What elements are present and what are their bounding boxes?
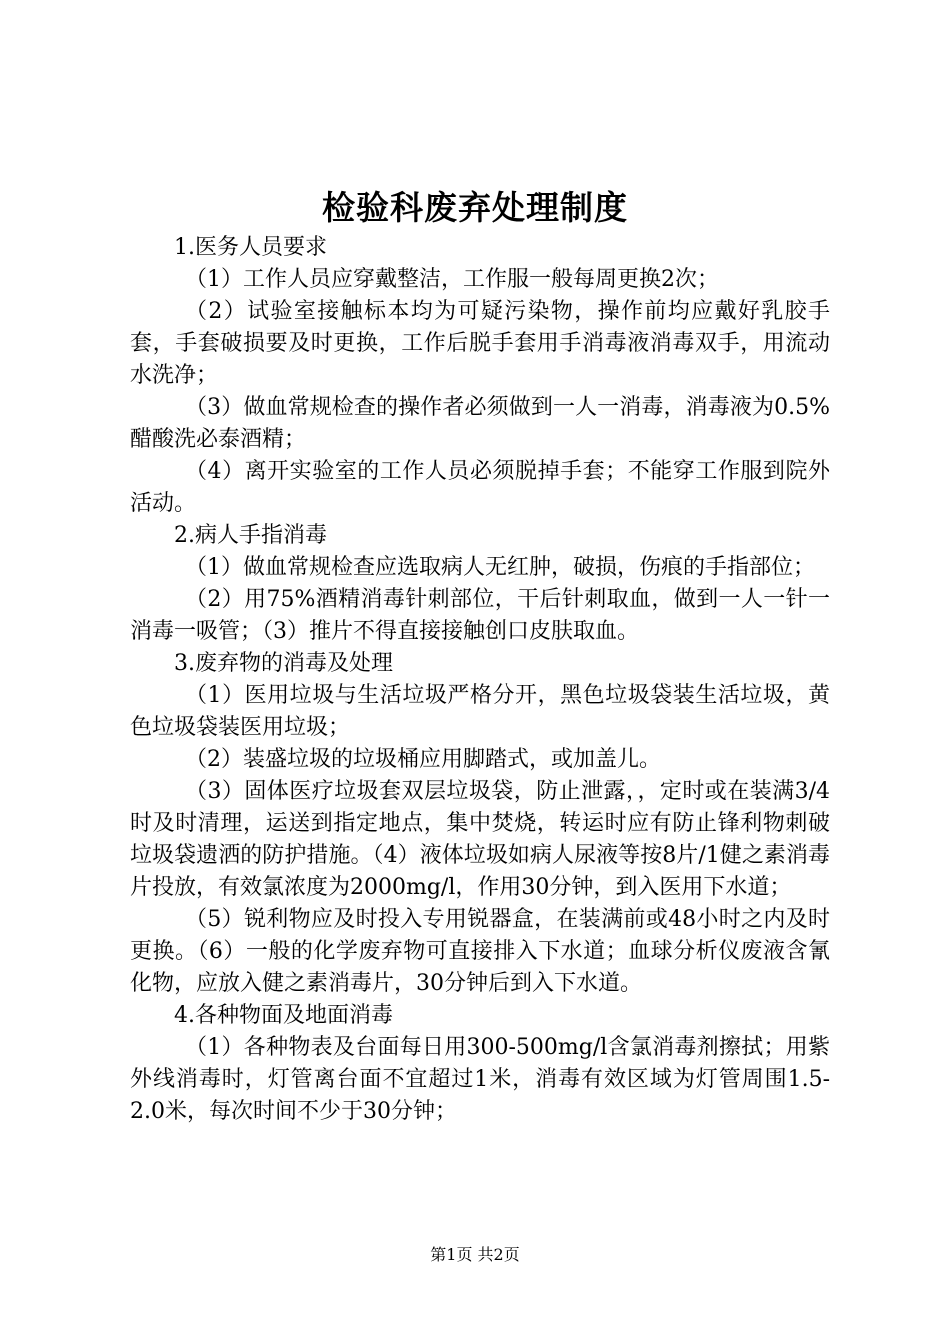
- section-heading: 1.医务人员要求: [174, 235, 327, 260]
- paragraph: （2）试验室接触标本均为可疑污染物，操作前均应戴好乳胶手套，手套破损要及时更换，工作后脱手套用手消毒液消毒双手，用流动水洗净；: [130, 299, 830, 388]
- paragraph: （5）锐利物应及时投入专用锐器盒，在装满前或48小时之内及时更换。（6）一般的化学废弃物可直接排入下水道；血球分析仪废液含氰化物，应放入健之素消毒片，30分钟后到入下水道。: [130, 907, 830, 996]
- paragraph: （3）做血常规检查的操作者必须做到一人一消毒，消毒液为0.5%醋酸洗必泰酒精；: [130, 395, 830, 452]
- paragraph: （1）医用垃圾与生活垃圾严格分开，黑色垃圾袋装生活垃圾，黄色垃圾袋装医用垃圾；: [130, 683, 830, 740]
- page-footer: 第1页 共2页: [430, 1245, 520, 1264]
- paragraph: （1）各种物表及台面每日用300-500mg/l含氯消毒剂擦拭；用紫外线消毒时，灯管离台面不宜超过1米，消毒有效区域为灯管周围1.5-2.0米，每次时间不少于30分钟；: [130, 1035, 830, 1124]
- section-heading: 3.废弃物的消毒及处理: [174, 651, 393, 676]
- document-body: [130, 232, 830, 1128]
- paragraph: （3）固体医疗垃圾套双层垃圾袋，防止泄露，，定时或在装满3/4时及时清理，运送到指定地点，集中焚烧，转运时应有防止锋利物刺破垃圾袋遗洒的防护措施。（4）液体垃圾如病人尿液等按8片/1健之素消毒片投放，有效氯浓度为2000mg/l，作用30分钟，到入医用下水道；: [130, 779, 830, 900]
- paragraph: （1）工作人员应穿戴整洁，工作服一般每周更换2次；: [185, 267, 719, 292]
- paragraph: （4）离开实验室的工作人员必须脱掉手套；不能穿工作服到院外活动。: [130, 459, 830, 516]
- section-heading: 2.病人手指消毒: [174, 523, 327, 548]
- paragraph: （2）装盛垃圾的垃圾桶应用脚踏式，或加盖儿。: [185, 747, 661, 772]
- paragraph: （1）做血常规检查应选取病人无红肿，破损，伤痕的手指部位；: [185, 555, 815, 580]
- section-heading: 4.各种物面及地面消毒: [174, 1003, 393, 1028]
- paragraph: （2）用75%酒精消毒针刺部位，干后针刺取血，做到一人一针一消毒一吸管；（3）推片不得直接接触创口皮肤取血。: [130, 587, 830, 644]
- document-title: 检验科废弃处理制度: [322, 188, 628, 227]
